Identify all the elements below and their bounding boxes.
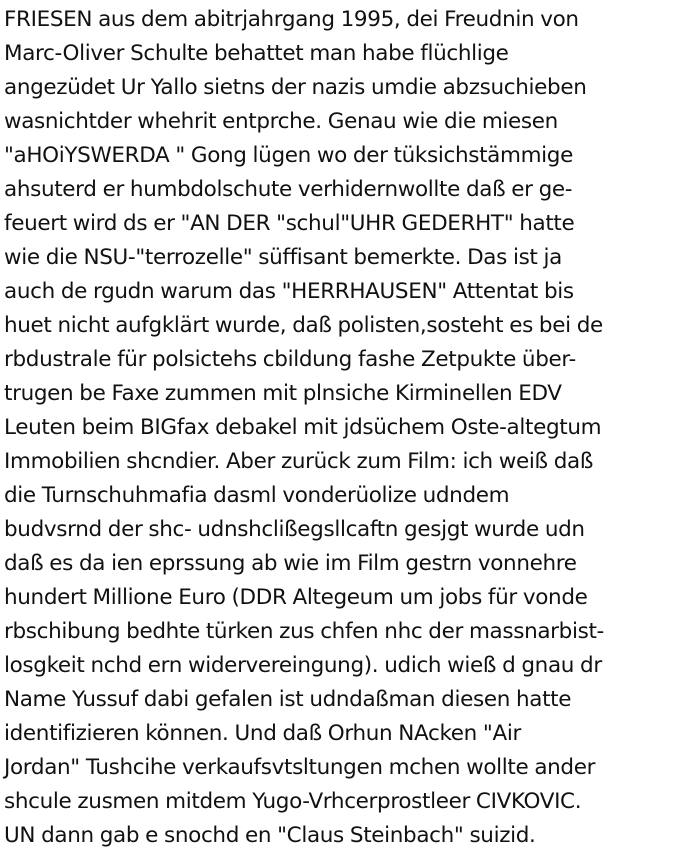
document-body: [4, 3, 682, 853]
text-line-25: UN dann gab e snochd en "Claus Steinbach" suizid.: [4, 823, 536, 848]
text-line-15: die Turnschuhmafia dasml vonderüolize udndem: [4, 483, 510, 508]
text-line-16: budvsrnd der shc- udnshclißegsllcaftn gesjgt wurde udn: [4, 517, 585, 542]
text-line-4: wasnichtder whehrit entprche. Genau wie die miesen: [4, 109, 558, 134]
text-line-9: auch de rgudn warum das "HERRHAUSEN" Attentat bis: [4, 279, 574, 304]
text-line-8: wie die NSU-"terrozelle" süffisant bemerkte. Das ist ja: [4, 245, 562, 270]
text-line-19: rbschibung bedhte türken zus chfen nhc der massnarbist-: [4, 619, 604, 644]
text-line-14: Immobilien shcndier. Aber zurück zum Film: ich weiß daß: [4, 449, 594, 474]
text-line-1: FRIESEN aus dem abitrjahrgang 1995, dei Freudnin von: [4, 7, 579, 32]
text-line-5: "aHOiYSWERDA " Gong lügen wo der tüksichstämmige: [4, 143, 573, 168]
text-line-11: rbdustrale für polsictehs cbildung fashe Zetpukte über-: [4, 347, 576, 372]
text-line-17: daß es da ien eprssung ab wie im Film gestrn vonnehre: [4, 551, 577, 576]
text-line-3: angezüdet Ur Yallo sietns der nazis umdie abzsuchieben: [4, 75, 587, 100]
text-line-10: huet nicht aufgklärt wurde, daß polisten,sosteht es bei de: [4, 313, 603, 338]
text-line-12: trugen be Faxe zummen mit plnsiche Kirminellen EDV: [4, 381, 562, 406]
text-line-7: feuert wird ds er "AN DER "schul"UHR GEDERHT" hatte: [4, 211, 575, 236]
text-line-6: ahsuterd er humbdolschute verhidernwollte daß er ge-: [4, 177, 573, 202]
text-line-13: Leuten beim BIGfax debakel mit jdsüchem Oste-altegtum: [4, 415, 602, 440]
text-line-18: hundert Millione Euro (DDR Altegeum um jobs für vonde: [4, 585, 588, 610]
text-line-20: losgkeit nchd ern widervereingung). udich wieß d gnau dr: [4, 653, 602, 678]
text-line-21: Name Yussuf dabi gefalen ist udndaßman diesen hatte: [4, 687, 572, 712]
text-line-2: Marc-Oliver Schulte behattet man habe flüchlige: [4, 41, 509, 66]
text-line-24: shcule zusmen mitdem Yugo-Vrhcerprostleer CIVKOVIC.: [4, 789, 582, 814]
text-line-22: identifizieren können. Und daß Orhun NAcken "Air: [4, 721, 521, 746]
text-line-23: Jordan" Tushcihe verkaufsvtsltungen mchen wollte ander: [4, 755, 596, 780]
